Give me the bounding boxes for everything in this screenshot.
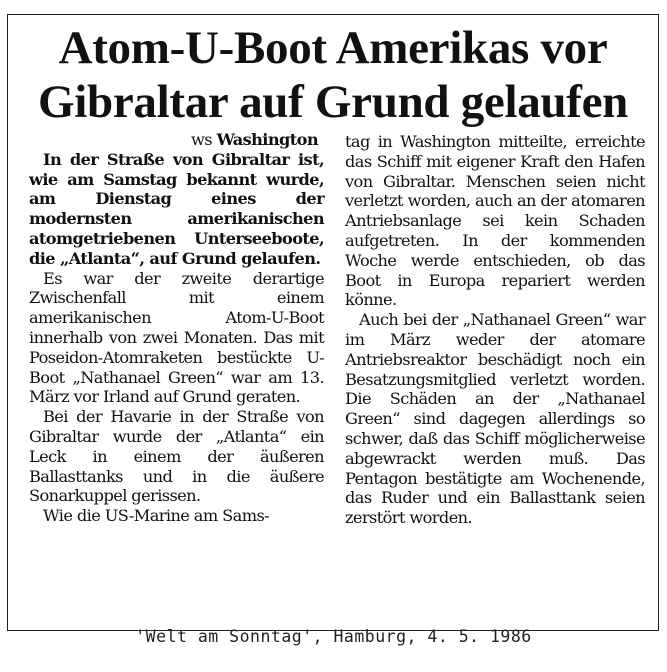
paragraph-4-start: Wie die US-Marine am Sams-: [43, 506, 270, 526]
paragraph-5: Auch bei der „Nathanael Green“ war im März weder der atomare Antriebsreaktor beschädigt noch ein Besatzungsmitglied verletzt worden. Die Schäden an der „Nathanael Green“ sind dagegen allerdings so schwer, daß das Schiff möglicherweise abgewrackt werden muß. Das Pentagon bestätigte am Wochenende, das Ruder und ein Ballasttank seien zerstört worden.: [345, 310, 645, 528]
paragraph-4-continued: tag in Washington mitteilte, erreichte das Schiff mit eigener Kraft den Hafen von Gibraltar. Menschen seien nicht verletzt worden, auch an der atomaren Antriebsanlage sei kein Schaden aufgetreten. In der kommenden Woche werde entschieden, ob das Boot in Europa repariert werden könne.: [345, 132, 645, 310]
article-column-right: [345, 132, 645, 528]
headline: [8, 21, 658, 129]
article-column-left: [29, 130, 324, 526]
headline-line-1: Atom-U-Boot Amerikas vor: [58, 22, 608, 74]
dateline: [29, 130, 318, 150]
lead-paragraph: In der Straße von Gibraltar ist, wie am Samstag bekannt wurde, am Dienstag eines der modernsten amerikanischen atomgetriebenen Unterseeboote, die „Atlanta“, auf Grund gelaufen.: [29, 149, 324, 268]
dateline-place: Washington: [216, 130, 318, 149]
paragraph-2: Es war der zweite derartige Zwischenfall mit einem amerikanischen Atom-U-Boot innerhalb von zwei Monaten. Das mit Poseidon-Atomraketen bestückte U-Boot „Nathanael Green“ war am 13. März vor Irland auf Grund geraten.: [29, 268, 324, 407]
paragraph-3: Bei der Havarie in der Straße von Gibraltar wurde der „Atlanta“ ein Leck in einem der äußeren Ballasttanks und in die äußere Sonarkuppel gerissen.: [29, 407, 324, 506]
source-citation: 'Welt am Sonntag', Hamburg, 4. 5. 1986: [135, 627, 532, 646]
headline-line-2: Gibraltar auf Grund gelaufen: [37, 76, 629, 128]
dateline-prefix: ws: [191, 130, 213, 149]
